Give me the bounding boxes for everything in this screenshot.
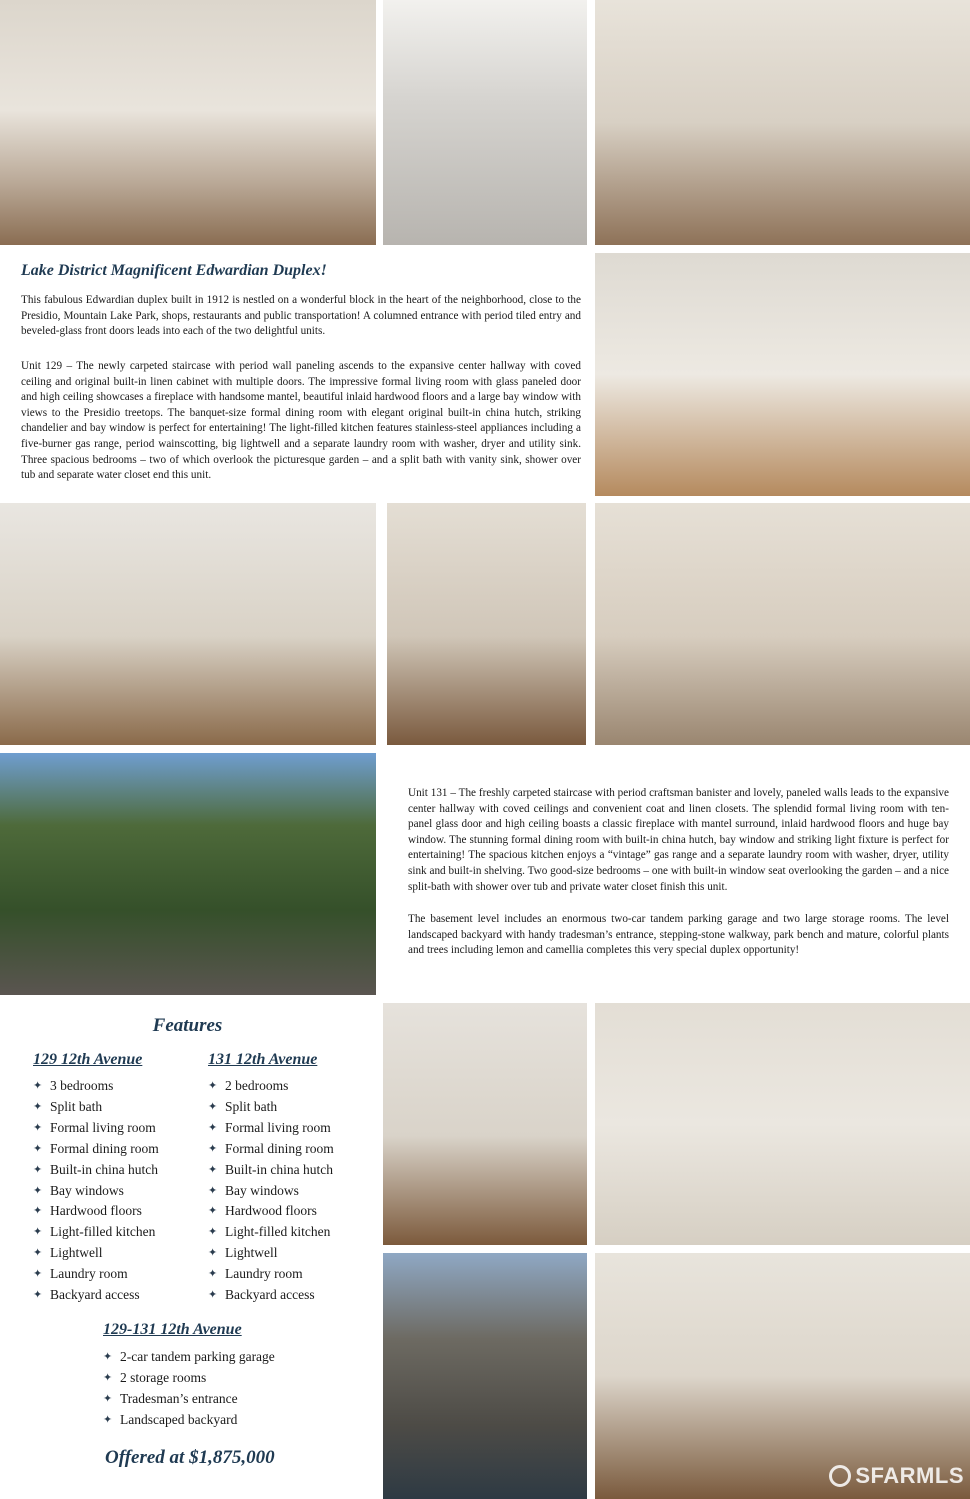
bedroom-bay-window-photo [595, 1253, 970, 1499]
backyard-garden-photo [0, 753, 376, 995]
basement-paragraph: The basement level includes an enormous two-car tandem parking garage and two large storage rooms. The level landscaped backyard with handy tradesman’s entrance, stepping-stone walkway, park bench and mature, colorful plants and trees including lemon and camellia completes this very special duplex opportunity! [408, 913, 949, 957]
unit-131-feature-list [208, 1076, 334, 1306]
feature-item: ✦ Built-in china hutch [33, 1160, 159, 1181]
feature-item: ✦ Landscaped backyard [103, 1410, 275, 1431]
sfarmls-logo-icon [829, 1465, 851, 1487]
living-room-mirror-photo [595, 503, 970, 745]
feature-item: ✦ Lightwell [33, 1243, 159, 1264]
dining-room-glass-table-photo [0, 503, 376, 745]
shared-feature-list [103, 1347, 275, 1431]
shared-heading: 129-131 12th Avenue [103, 1321, 242, 1338]
feature-item: ✦ Backyard access [208, 1285, 334, 1306]
kitchen-photo [595, 253, 970, 496]
feature-item: ✦ 2-car tandem parking garage [103, 1347, 275, 1368]
feature-item: ✦ Laundry room [208, 1264, 334, 1285]
bedroom-bench-photo [383, 1003, 587, 1245]
feature-item: ✦ Tradesman’s entrance [103, 1389, 275, 1410]
headline: Lake District Magnificent Edwardian Duplex! [21, 262, 327, 279]
feature-item: ✦ Formal living room [33, 1118, 159, 1139]
unit-131-heading: 131 12th Avenue [208, 1051, 318, 1068]
feature-item: ✦ Split bath [33, 1097, 159, 1118]
feature-item: ✦ Formal dining room [33, 1139, 159, 1160]
feature-item: ✦ Split bath [208, 1097, 334, 1118]
feature-item: ✦ Formal living room [208, 1118, 334, 1139]
feature-item: ✦ 2 bedrooms [208, 1076, 334, 1097]
watermark-text: SFARMLS [855, 1463, 964, 1488]
intro-paragraph: This fabulous Edwardian duplex built in 1912 is nestled on a wonderful block in the heart of the neighborhood, close to the Presidio, Mountain Lake Park, shops, restaurants and public transportation! A columned entrance with period tiled entry and beveled-glass front doors leads into each of the two delightful units. [21, 294, 581, 338]
feature-item: ✦ Bay windows [33, 1181, 159, 1202]
sfarmls-watermark [829, 1463, 964, 1489]
feature-item: ✦ Backyard access [33, 1285, 159, 1306]
feature-item: ✦ Bay windows [208, 1181, 334, 1202]
feature-item: ✦ Light-filled kitchen [208, 1222, 334, 1243]
feature-item: ✦ Built-in china hutch [208, 1160, 334, 1181]
unit-129-heading: 129 12th Avenue [33, 1051, 143, 1068]
dining-room-chandelier-photo [0, 0, 376, 245]
unit-129-feature-list [33, 1076, 159, 1306]
hallway-photo [387, 503, 586, 745]
feature-item: ✦ Hardwood floors [33, 1201, 159, 1222]
unit-129-paragraph: Unit 129 – The newly carpeted staircase with period wall paneling ascends to the expansive center hallway with coved ceiling and original built-in linen cabinet with multiple doors. The impressive formal living room with glass paneled door and high ceiling showcases a fireplace with handsome mantel, beautiful inlaid hardwood floors and a large bay window with views to the Presidio treetops. The banquet-size formal dining room with elegant original built-in china hutch, striking chandelier and bay window is perfect for entertaining! The light-filled kitchen features stainless-steel appliances including a five-burner gas range, period wainscotting, big lightwell and a separate laundry room with washer, dryer and utility sink. Three spacious bedrooms – two of which overlook the picturesque garden – and a split bath with vanity sink, shower over tub and separate water closet end this unit. [21, 360, 581, 482]
feature-item: ✦ Formal dining room [208, 1139, 334, 1160]
feature-item: ✦ Laundry room [33, 1264, 159, 1285]
price: Offered at $1,875,000 [105, 1447, 275, 1468]
building-exterior-photo [383, 1253, 587, 1499]
feature-item: ✦ Light-filled kitchen [33, 1222, 159, 1243]
feature-item: ✦ 3 bedrooms [33, 1076, 159, 1097]
unit-131-paragraph: Unit 131 – The freshly carpeted staircase with period craftsman banister and lovely, paneled walls leads to the expansive center hallway with coved ceilings and convenient coat and linen closets. The splendid formal living room with ten-panel glass door and high ceiling boasts a classic fireplace with mantel surround, inlaid hardwood floors and huge bay window. The stunning formal dining room with built-in china hutch, bay window and striking light fixture is perfect for entertaining! The spacious kitchen enjoys a “vintage” gas range and a separate laundry room with washer, dryer, utility sink and built-in shelving. Two good-size bedrooms – one with built-in window seat overlooking the garden – and a nice split-bath with shower over tub and private water closet finish this unit. [408, 787, 949, 893]
features-title: Features [152, 1015, 223, 1036]
feature-item: ✦ 2 storage rooms [103, 1368, 275, 1389]
living-room-fireplace-photo [595, 0, 970, 245]
feature-item: ✦ Lightwell [208, 1243, 334, 1264]
bathroom-photo [595, 1003, 970, 1245]
feature-item: ✦ Hardwood floors [208, 1201, 334, 1222]
staircase-photo [383, 0, 587, 245]
